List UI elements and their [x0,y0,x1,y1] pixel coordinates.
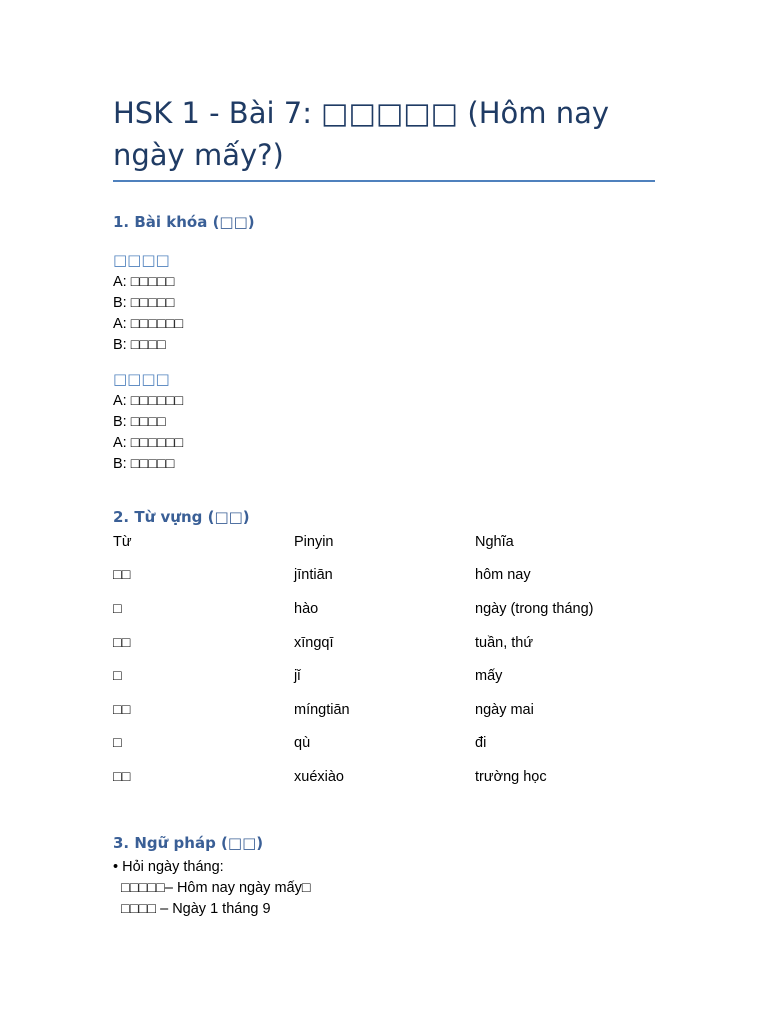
table-row [113,659,655,693]
cell-meaning: ngày (trong tháng) [475,600,594,617]
title-underline [113,180,655,182]
table-row [113,693,655,727]
vocabulary-table [113,525,655,794]
dialogue-line: A: □□□□□□ [113,316,184,332]
cell-pinyin: míngtiān [294,701,350,718]
cell-word: □ [113,668,122,685]
section-heading-grammar: 3. Ngữ pháp (□□) [113,834,264,852]
dialogue-line: A: □□□□□ [113,274,175,290]
dialogue-line: B: □□□□□ [113,295,175,311]
table-row [113,559,655,593]
table-header-row [113,525,655,559]
cell-meaning: đi [475,735,487,752]
cell-word: □ [113,735,122,752]
column-header-meaning: Nghĩa [475,533,514,550]
cell-pinyin: hào [294,600,319,617]
column-header-word: Từ [113,533,132,550]
cell-meaning: tuần, thứ [475,634,534,651]
column-header-pinyin: Pinyin [294,533,334,550]
dialogue-line: A: □□□□□□ [113,435,184,451]
cell-pinyin: xīngqī [294,634,334,651]
table-row [113,760,655,794]
cell-meaning: hôm nay [475,567,531,584]
table-row [113,727,655,761]
grammar-line: □□□□ – Ngày 1 tháng 9 [113,901,271,917]
cell-word: □□ [113,768,131,785]
dialogue-line: B: □□□□□ [113,456,175,472]
cell-meaning: ngày mai [475,701,534,718]
grammar-line: □□□□□– Hôm nay ngày mấy□ [113,880,311,896]
cell-pinyin: qù [294,735,311,752]
grammar-notes [113,857,311,920]
dialogue-1-subtitle: □□□□ [113,251,170,269]
cell-word: □□ [113,567,131,584]
dialogue-line: B: □□□□ [113,337,166,353]
cell-word: □ [113,600,122,617]
dialogue-line: B: □□□□ [113,414,166,430]
dialogue-2 [113,391,183,475]
dialogue-line: A: □□□□□□ [113,393,184,409]
cell-pinyin: jīntiān [294,567,333,584]
dialogue-2-subtitle: □□□□ [113,370,170,388]
dialogue-1 [113,272,183,356]
table-row [113,626,655,660]
cell-word: □□ [113,701,131,718]
cell-pinyin: xuéxiào [294,768,344,785]
section-heading-lesson: 1. Bài khóa (□□) [113,213,255,231]
cell-pinyin: jǐ [294,668,301,685]
section-heading-vocabulary: 2. Từ vựng (□□) [113,508,250,526]
table-row [113,592,655,626]
cell-word: □□ [113,634,131,651]
cell-meaning: trường học [475,768,547,785]
cell-meaning: mấy [475,668,503,685]
grammar-line: • Hỏi ngày tháng: [113,859,224,875]
page-title: HSK 1 - Bài 7: □□□□□ (Hôm nay ngày mấy?) [113,96,610,172]
